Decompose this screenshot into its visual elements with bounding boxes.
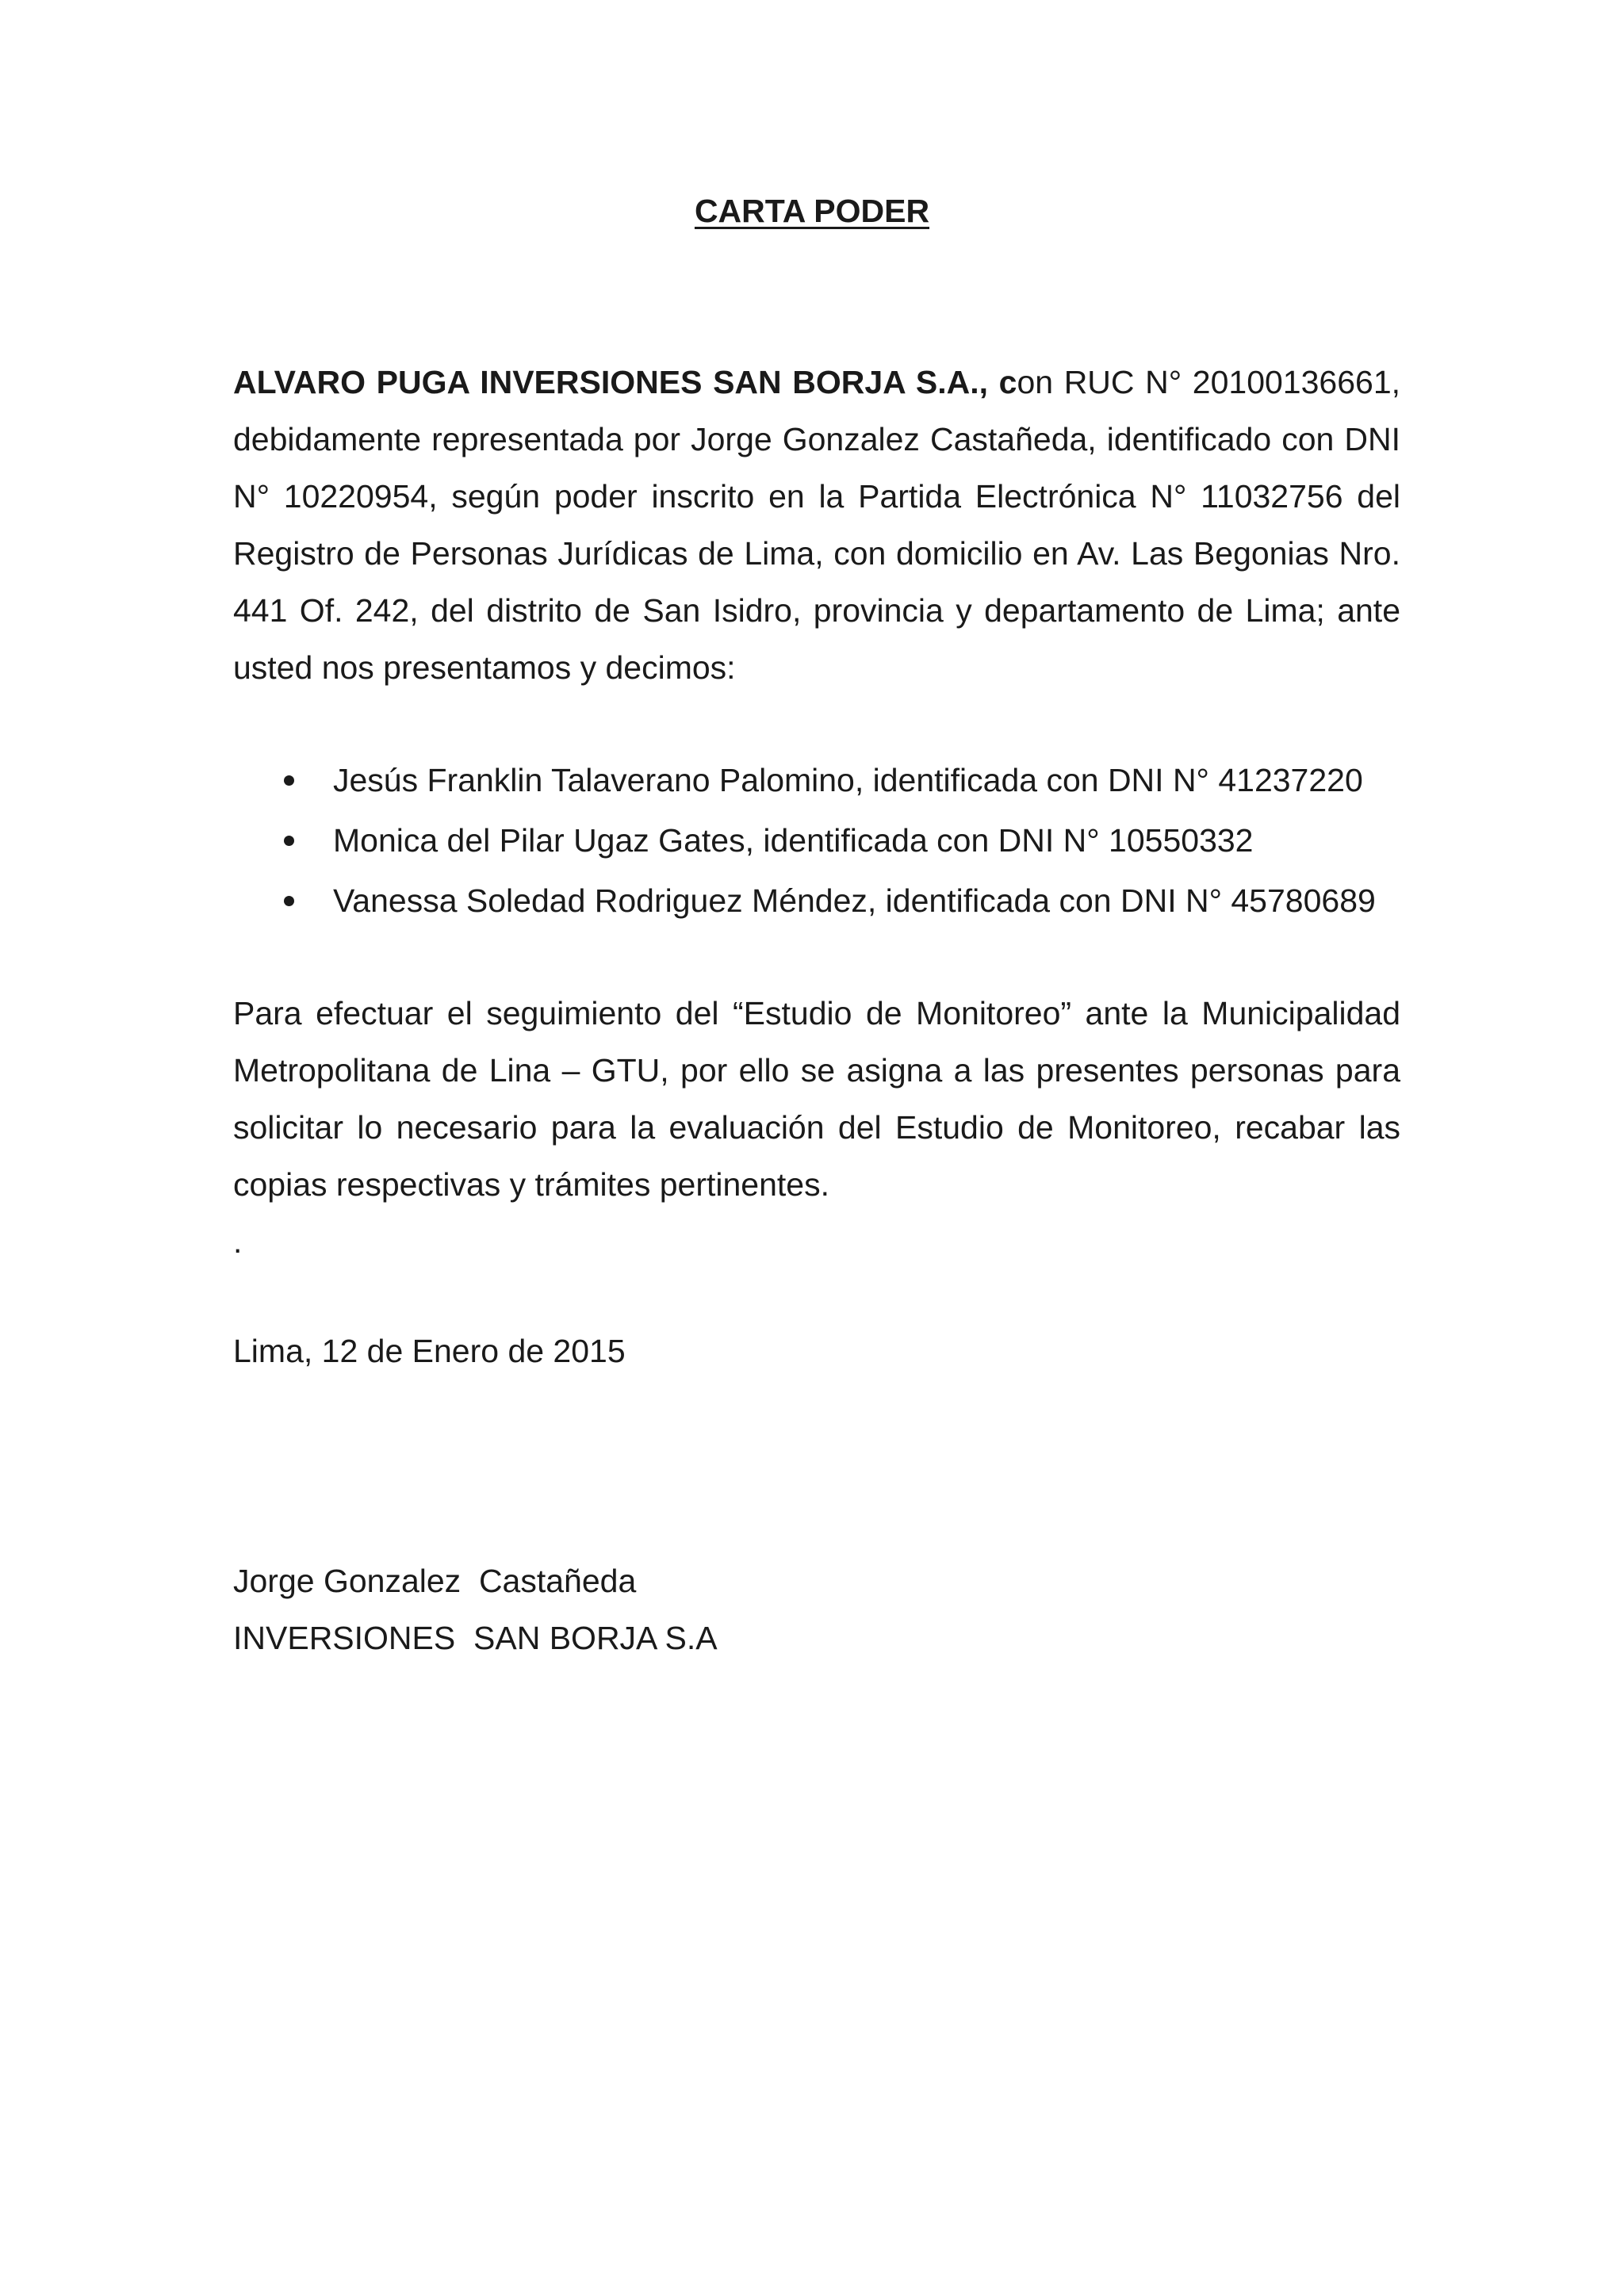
list-item [233,812,1423,872]
bullet-icon [284,896,294,906]
signatory-company: INVERSIONES SAN BORJA S.A [233,1620,718,1656]
representatives-list [233,752,1423,932]
separator-dot: . [233,1223,243,1260]
list-item [233,752,1423,812]
bullet-icon [284,836,294,846]
date-line: Lima, 12 de Enero de 2015 [233,1333,626,1369]
intro-text: on RUC N° 20100136661, debidamente representada por Jorge Gonzalez Castañeda, identificado con DNI N° 10220954, según poder inscrito en la Partida Electrónica N° 11032756 del Registro de Personas Jurídicas de Lima, con domicilio en Av. Las Begonias Nro. 441 Of. 242, del distrito de San Isidro, provincia y departamento de Lima; ante usted nos presentamos y decimos: [233,364,1401,686]
list-item [233,872,1423,932]
representative-text: Monica del Pilar Ugaz Gates, identificada con DNI N° 10550332 [333,822,1254,859]
purpose-paragraph: Para efectuar el seguimiento del “Estudio de Monitoreo” ante la Municipalidad Metropolitana de Lina – GTU, por ello se asigna a las presentes personas para solicitar lo necesario para la evaluación del Estudio de Monitoreo, recabar las copias respectivas y trámites pertinentes. [233,995,1400,1203]
signatory-name: Jorge Gonzalez Castañeda [233,1563,637,1599]
company-name: ALVARO PUGA INVERSIONES SAN BORJA S.A., c [233,364,1017,400]
bullet-icon [284,775,294,786]
representative-text: Vanessa Soledad Rodriguez Méndez, identificada con DNI N° 45780689 [333,882,1376,919]
document-title: CARTA PODER [694,193,930,229]
representative-text: Jesús Franklin Talaverano Palomino, identificada con DNI N° 41237220 [333,762,1363,798]
intro-paragraph [233,354,1400,696]
